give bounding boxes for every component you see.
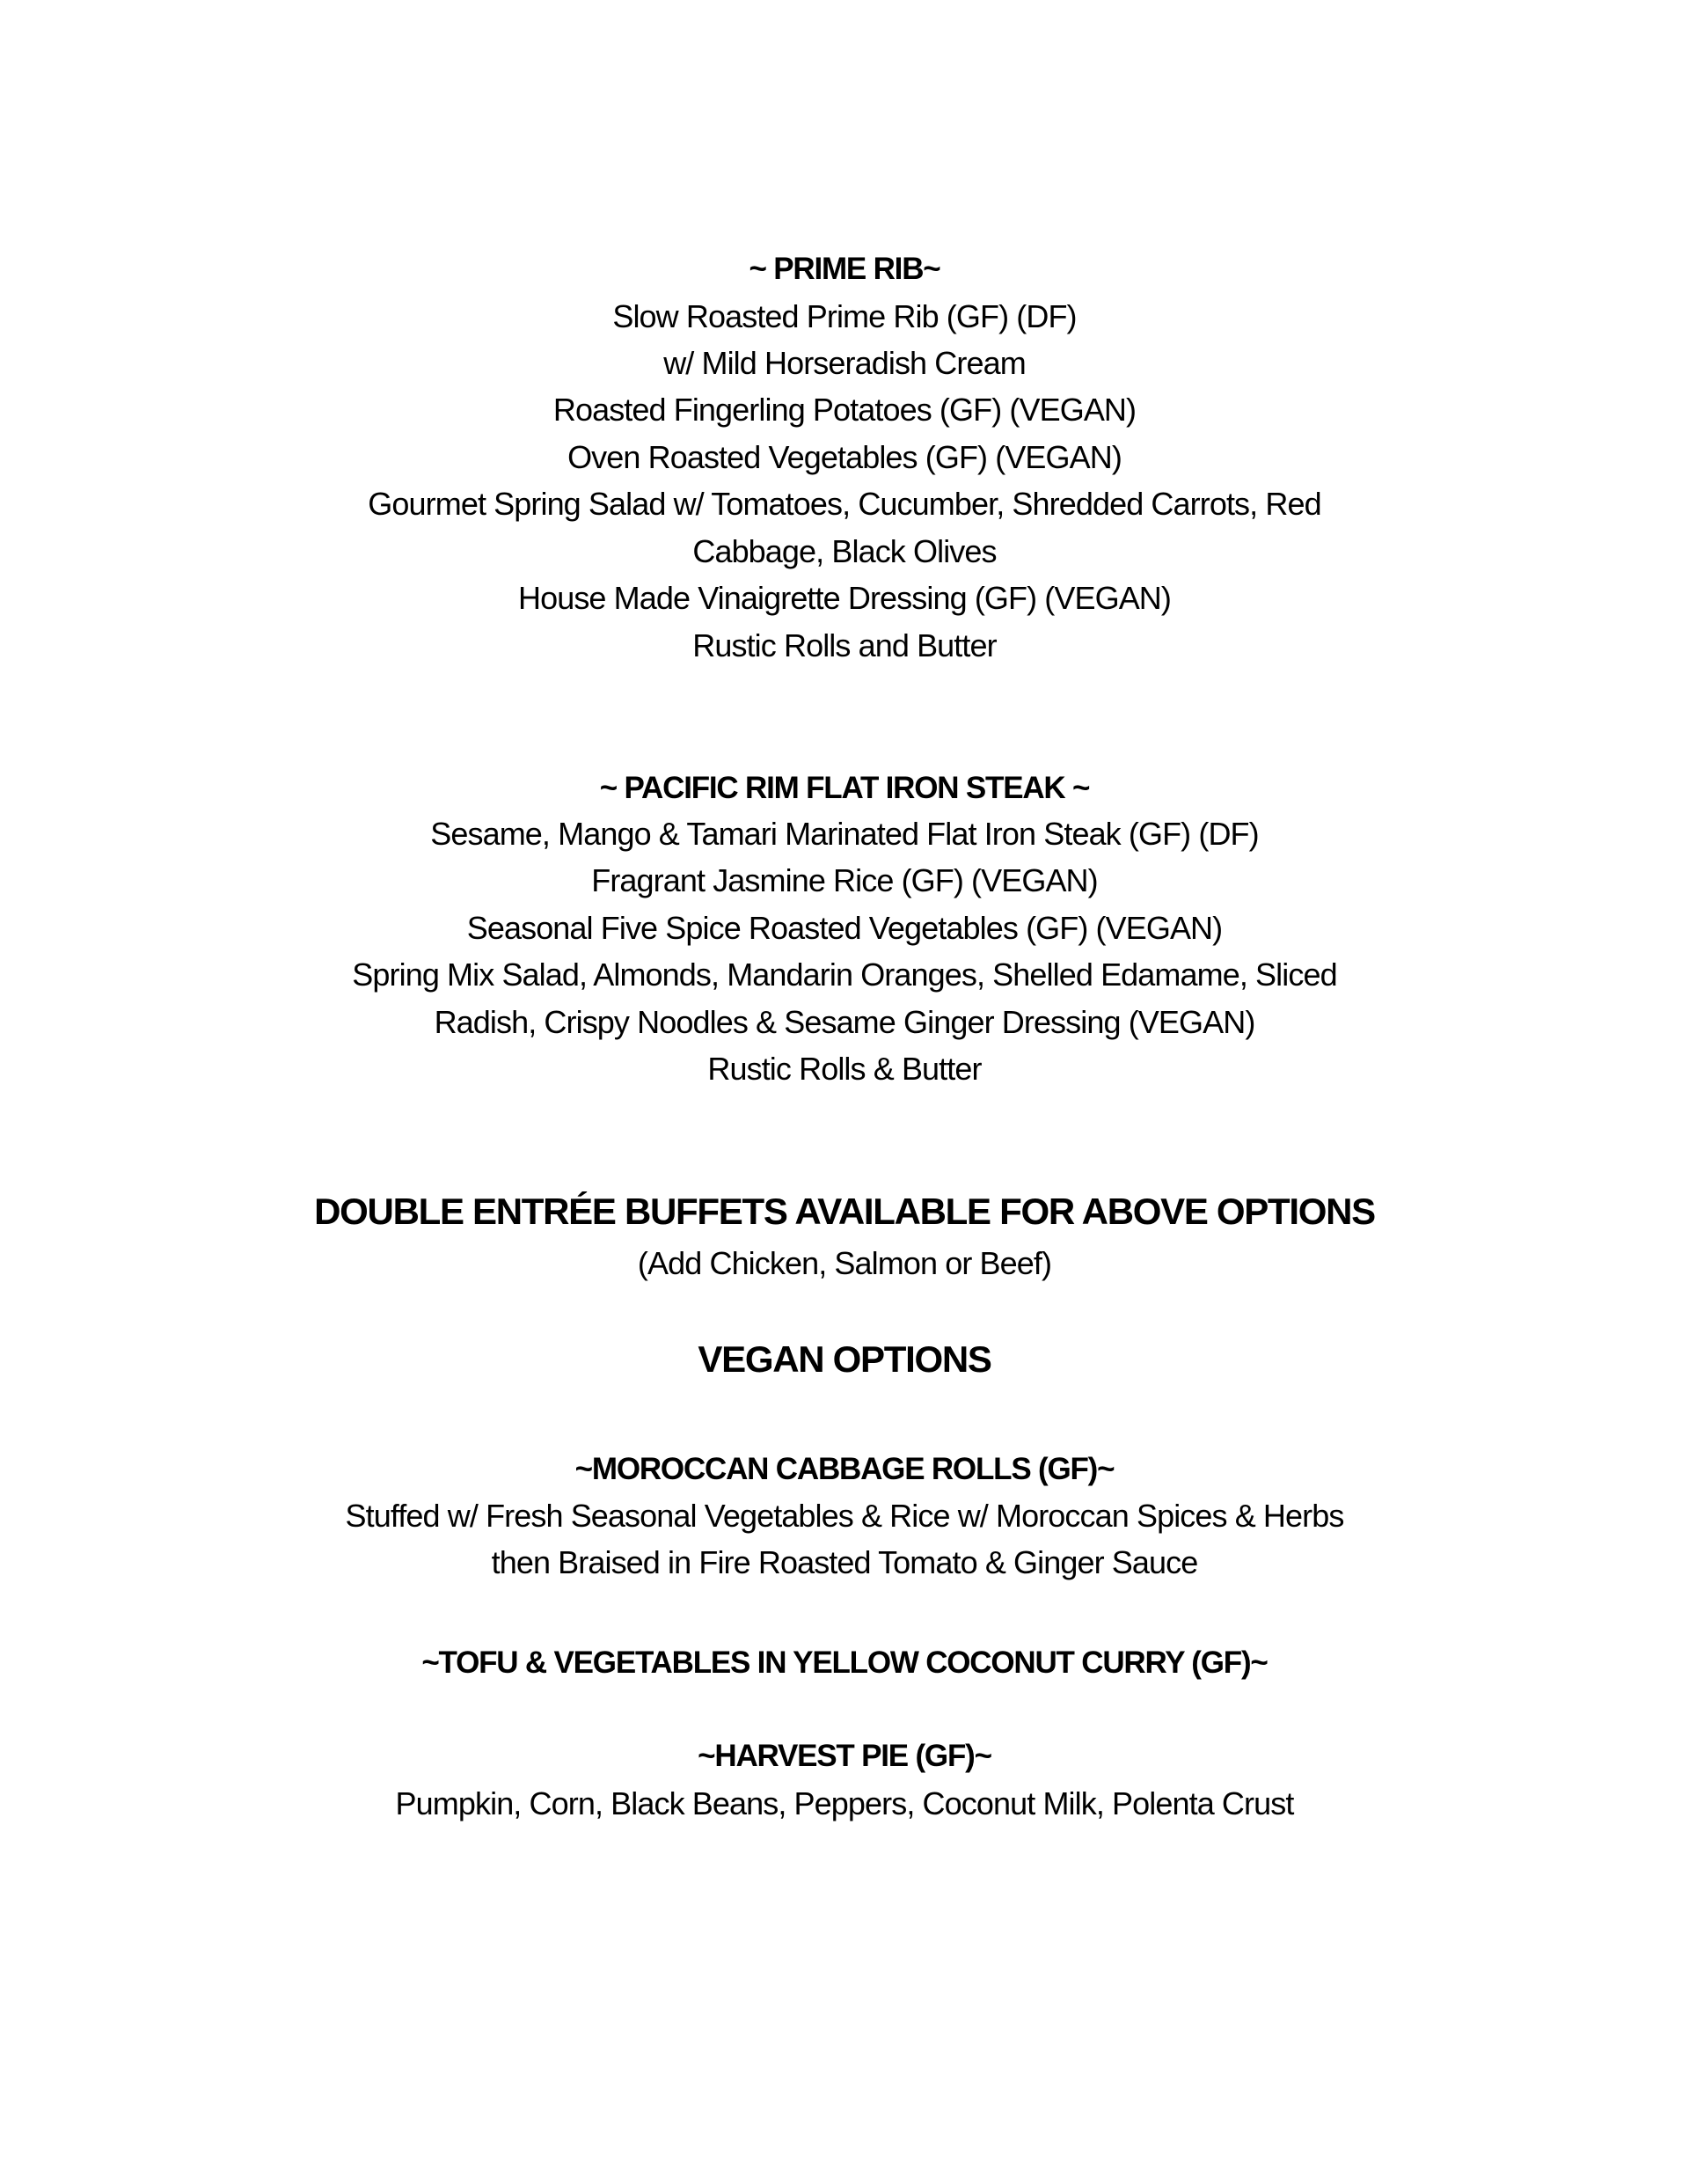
menu-item: then Braised in Fire Roasted Tomato & Ginger Sauce	[491, 1544, 1198, 1580]
menu-item: Spring Mix Salad, Almonds, Mandarin Oranges, Shelled Edamame, Sliced	[352, 956, 1337, 993]
menu-item: w/ Mild Horseradish Cream	[663, 345, 1026, 381]
menu-item: Fragrant Jasmine Rice (GF) (VEGAN)	[591, 862, 1098, 898]
menu-item: Oven Roasted Vegetables (GF) (VEGAN)	[567, 439, 1122, 475]
menu-item: House Made Vinaigrette Dressing (GF) (VEGAN)	[517, 580, 1171, 616]
menu-item: Rustic Rolls & Butter	[707, 1051, 982, 1087]
flat-iron-title: ~ PACIFIC RIM FLAT IRON STEAK ~	[599, 771, 1090, 805]
prime-rib-title: ~ PRIME RIB~	[749, 252, 940, 286]
menu-item: Stuffed w/ Fresh Seasonal Vegetables & Rice w/ Moroccan Spices & Herbs	[345, 1498, 1344, 1534]
vegan-title: VEGAN OPTIONS	[698, 1338, 991, 1380]
moroccan-title: ~MOROCCAN CABBAGE ROLLS (GF)~	[574, 1452, 1115, 1486]
menu-item: Sesame, Mango & Tamari Marinated Flat Iron Steak (GF) (DF)	[430, 816, 1259, 852]
menu-item: Gourmet Spring Salad w/ Tomatoes, Cucumber, Shredded Carrots, Red	[368, 486, 1321, 522]
menu-item: Roasted Fingerling Potatoes (GF) (VEGAN)	[552, 392, 1137, 428]
harvest-title: ~HARVEST PIE (GF)~	[698, 1739, 991, 1773]
double-entree-note: (Add Chicken, Salmon or Beef)	[637, 1245, 1052, 1281]
menu-item: Seasonal Five Spice Roasted Vegetables (GF) (VEGAN)	[466, 910, 1223, 946]
tofu-title: ~TOFU & VEGETABLES IN YELLOW COCONUT CURRY (GF)~	[421, 1645, 1268, 1680]
double-entree-title: DOUBLE ENTRÉE BUFFETS AVAILABLE FOR ABOVE OPTIONS	[314, 1191, 1375, 1232]
menu-item: Cabbage, Black Olives	[692, 533, 997, 569]
menu-item: Pumpkin, Corn, Black Beans, Peppers, Coconut Milk, Polenta Crust	[395, 1785, 1294, 1821]
menu-item: Slow Roasted Prime Rib (GF) (DF)	[612, 298, 1077, 334]
menu-item: Radish, Crispy Noodles & Sesame Ginger Dressing (VEGAN)	[434, 1004, 1255, 1040]
menu-item: Rustic Rolls and Butter	[692, 627, 997, 663]
